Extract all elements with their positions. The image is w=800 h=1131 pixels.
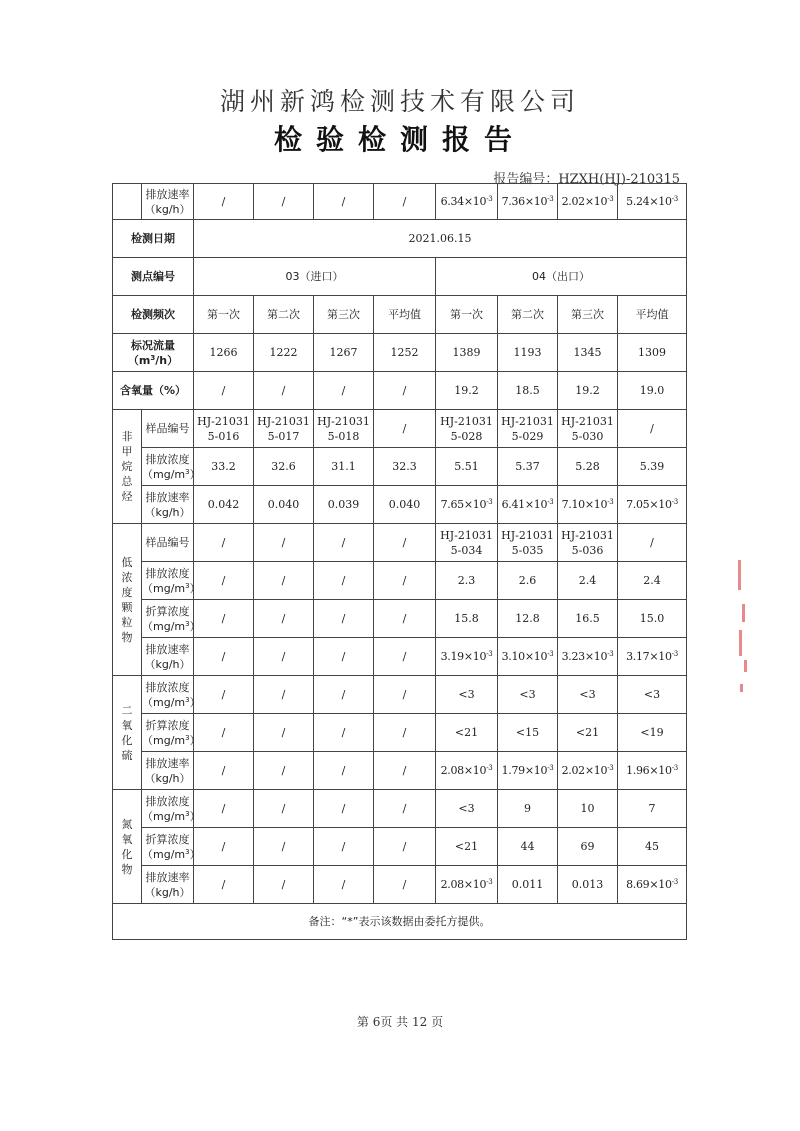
table-row: [113, 904, 687, 940]
table-row: [113, 562, 687, 600]
row-label: 样品编号: [142, 410, 194, 448]
table-row: [113, 258, 687, 296]
value-cell: 19.2: [558, 372, 618, 410]
company-name: 湖州新鸿检测技术有限公司: [219, 87, 580, 116]
value-cell: HJ-21031 5-035: [498, 524, 558, 562]
table-row: [113, 410, 687, 448]
value-cell: 5.37: [498, 448, 558, 486]
value-cell: 19.2: [436, 372, 498, 410]
value-cell: /: [314, 372, 374, 410]
value-cell: <21: [436, 714, 498, 752]
value-cell: 0.013: [558, 866, 618, 904]
value-cell: /: [374, 752, 436, 790]
value-cell: /: [254, 600, 314, 638]
value-cell: $2.02\times 10^{-3}$: [558, 184, 618, 220]
value-cell: /: [194, 372, 254, 410]
value-cell: /: [314, 184, 374, 220]
value-cell: /: [254, 676, 314, 714]
value-cell: $3.17\times 10^{-3}$: [618, 638, 687, 676]
value-cell: /: [254, 828, 314, 866]
value-cell: HJ-21031 5-016: [194, 410, 254, 448]
test-date: 2021.06.15: [194, 220, 687, 258]
value-cell: 15.8: [436, 600, 498, 638]
value-cell: 1252: [374, 334, 436, 372]
column-header: 平均值: [374, 296, 436, 334]
value-cell: /: [194, 600, 254, 638]
value-cell: $5.24\times 10^{-3}$: [618, 184, 687, 220]
value-cell: 19.0: [618, 372, 687, 410]
row-label: 样品编号: [142, 524, 194, 562]
inlet-point: 03（进口）: [194, 258, 436, 296]
value-cell: 0.011: [498, 866, 558, 904]
value-cell: $7.65\times 10^{-3}$: [436, 486, 498, 524]
value-cell: HJ-21031 5-034: [436, 524, 498, 562]
value-cell: HJ-21031 5-030: [558, 410, 618, 448]
value-cell: /: [194, 524, 254, 562]
row-label: 排放浓度 $(mg/m^3)$: [142, 448, 194, 486]
value-cell: 1389: [436, 334, 498, 372]
table-row: [113, 448, 687, 486]
value-cell: /: [374, 524, 436, 562]
value-cell: /: [374, 676, 436, 714]
value-cell: /: [314, 790, 374, 828]
value-cell: /: [374, 866, 436, 904]
row-label: 排放浓度 $(mg/m^3)$: [142, 790, 194, 828]
row-label: 含氧量（%）: [113, 372, 194, 410]
value-cell: 0.040: [254, 486, 314, 524]
pollutant-group-label: 非 甲 烷 总 烃: [113, 410, 142, 524]
report-number: 报告编号：HZXH(HJ)-210315: [493, 172, 680, 187]
value-cell: $1.79\times 10^{-3}$: [498, 752, 558, 790]
value-cell: 0.042: [194, 486, 254, 524]
row-label: 检测日期: [113, 220, 194, 258]
value-cell: 7: [618, 790, 687, 828]
value-cell: 16.5: [558, 600, 618, 638]
value-cell: 2.4: [618, 562, 687, 600]
table-row: [113, 184, 687, 220]
value-cell: /: [194, 638, 254, 676]
column-header: 第一次: [436, 296, 498, 334]
value-cell: 0.040: [374, 486, 436, 524]
outlet-point: 04（出口）: [436, 258, 687, 296]
table-row: [113, 752, 687, 790]
row-label: 排放速率 （kg/h）: [142, 486, 194, 524]
row-label: 折算浓度 $(mg/m^3)$: [142, 828, 194, 866]
value-cell: /: [374, 638, 436, 676]
column-header: 第二次: [498, 296, 558, 334]
value-cell: <3: [618, 676, 687, 714]
row-label: 排放速率 （kg/h）: [142, 638, 194, 676]
value-cell: 18.5: [498, 372, 558, 410]
value-cell: $7.10\times 10^{-3}$: [558, 486, 618, 524]
row-label: 排放速率 （kg/h）: [142, 752, 194, 790]
row-label: 排放浓度 $(mg/m^3)$: [142, 676, 194, 714]
value-cell: <21: [558, 714, 618, 752]
value-cell: 15.0: [618, 600, 687, 638]
value-cell: /: [618, 410, 687, 448]
value-cell: 32.3: [374, 448, 436, 486]
row-label: 排放浓度 $(mg/m^3)$: [142, 562, 194, 600]
value-cell: <19: [618, 714, 687, 752]
value-cell: <3: [436, 790, 498, 828]
column-header: 平均值: [618, 296, 687, 334]
value-cell: HJ-21031 5-036: [558, 524, 618, 562]
value-cell: /: [254, 714, 314, 752]
table-row: [113, 486, 687, 524]
value-cell: /: [374, 600, 436, 638]
value-cell: /: [374, 790, 436, 828]
value-cell: /: [194, 752, 254, 790]
value-cell: <3: [498, 676, 558, 714]
value-cell: 1267: [314, 334, 374, 372]
row-label: 排放速率 （kg/h）: [142, 866, 194, 904]
value-cell: HJ-21031 5-018: [314, 410, 374, 448]
value-cell: $7.05\times 10^{-3}$: [618, 486, 687, 524]
value-cell: /: [254, 562, 314, 600]
value-cell: /: [194, 562, 254, 600]
value-cell: 1266: [194, 334, 254, 372]
value-cell: 0.039: [314, 486, 374, 524]
value-cell: /: [314, 828, 374, 866]
value-cell: $8.69\times 10^{-3}$: [618, 866, 687, 904]
value-cell: $2.08\times 10^{-3}$: [436, 752, 498, 790]
blank-cell: [113, 184, 142, 220]
value-cell: /: [254, 638, 314, 676]
table-row: [113, 676, 687, 714]
value-cell: /: [314, 714, 374, 752]
value-cell: /: [314, 524, 374, 562]
pollutant-group-label: 氮 氧 化 物: [113, 790, 142, 904]
page-footer: 第 6页 共 12 页: [356, 1015, 444, 1029]
row-label: 折算浓度 $(mg/m^3)$: [142, 600, 194, 638]
value-cell: /: [314, 676, 374, 714]
value-cell: 1222: [254, 334, 314, 372]
value-cell: /: [254, 790, 314, 828]
value-cell: HJ-21031 5-017: [254, 410, 314, 448]
value-cell: /: [194, 184, 254, 220]
value-cell: 44: [498, 828, 558, 866]
value-cell: /: [314, 600, 374, 638]
value-cell: 5.28: [558, 448, 618, 486]
value-cell: /: [374, 184, 436, 220]
seal-stamp-fragment: [736, 560, 750, 700]
value-cell: /: [374, 828, 436, 866]
row-label: 排放速率 （kg/h）: [142, 184, 194, 220]
row-label: 折算浓度 $(mg/m^3)$: [142, 714, 194, 752]
value-cell: /: [194, 828, 254, 866]
value-cell: 2.3: [436, 562, 498, 600]
value-cell: /: [254, 524, 314, 562]
value-cell: $3.10\times 10^{-3}$: [498, 638, 558, 676]
value-cell: /: [314, 752, 374, 790]
value-cell: <3: [558, 676, 618, 714]
value-cell: /: [314, 866, 374, 904]
value-cell: /: [374, 714, 436, 752]
value-cell: $1.96\times 10^{-3}$: [618, 752, 687, 790]
value-cell: /: [254, 866, 314, 904]
value-cell: $7.36\times 10^{-3}$: [498, 184, 558, 220]
value-cell: HJ-21031 5-028: [436, 410, 498, 448]
table-row: [113, 296, 687, 334]
column-header: 第一次: [194, 296, 254, 334]
value-cell: 32.6: [254, 448, 314, 486]
column-header: 第三次: [314, 296, 374, 334]
table-row: [113, 600, 687, 638]
value-cell: 1193: [498, 334, 558, 372]
table-row: [113, 866, 687, 904]
value-cell: 5.51: [436, 448, 498, 486]
remarks: 备注：“*”表示该数据由委托方提供。: [113, 904, 687, 940]
value-cell: /: [374, 372, 436, 410]
table-row: [113, 524, 687, 562]
value-cell: $6.41\times 10^{-3}$: [498, 486, 558, 524]
value-cell: HJ-21031 5-029: [498, 410, 558, 448]
value-cell: /: [254, 372, 314, 410]
value-cell: 45: [618, 828, 687, 866]
value-cell: /: [194, 790, 254, 828]
value-cell: $3.19\times 10^{-3}$: [436, 638, 498, 676]
report-title: 检验检测报告: [273, 123, 526, 156]
value-cell: <21: [436, 828, 498, 866]
value-cell: $6.34\times 10^{-3}$: [436, 184, 498, 220]
value-cell: /: [618, 524, 687, 562]
value-cell: 12.8: [498, 600, 558, 638]
table-row: [113, 372, 687, 410]
value-cell: 2.6: [498, 562, 558, 600]
table-row: [113, 220, 687, 258]
value-cell: $2.08\times 10^{-3}$: [436, 866, 498, 904]
value-cell: 31.1: [314, 448, 374, 486]
pollutant-group-label: 二 氧 化 硫: [113, 676, 142, 790]
value-cell: 2.4: [558, 562, 618, 600]
value-cell: $2.02\times 10^{-3}$: [558, 752, 618, 790]
row-label: 检测频次: [113, 296, 194, 334]
value-cell: 9: [498, 790, 558, 828]
value-cell: 10: [558, 790, 618, 828]
value-cell: /: [254, 752, 314, 790]
value-cell: /: [374, 410, 436, 448]
value-cell: 5.39: [618, 448, 687, 486]
value-cell: <15: [498, 714, 558, 752]
value-cell: /: [374, 562, 436, 600]
table-row: [113, 334, 687, 372]
value-cell: <3: [436, 676, 498, 714]
row-label: 标况流量$(m^3/h)$: [113, 334, 194, 372]
row-label: 测点编号: [113, 258, 194, 296]
value-cell: /: [194, 866, 254, 904]
column-header: 第三次: [558, 296, 618, 334]
value-cell: /: [194, 714, 254, 752]
value-cell: 1345: [558, 334, 618, 372]
value-cell: /: [194, 676, 254, 714]
table-row: [113, 828, 687, 866]
table-row: [113, 714, 687, 752]
table-row: [113, 638, 687, 676]
value-cell: 33.2: [194, 448, 254, 486]
pollutant-group-label: 低 浓 度 颗 粒 物: [113, 524, 142, 676]
value-cell: /: [254, 184, 314, 220]
value-cell: 69: [558, 828, 618, 866]
table-row: [113, 790, 687, 828]
test-results-table: [112, 183, 687, 940]
value-cell: /: [314, 638, 374, 676]
value-cell: /: [314, 562, 374, 600]
value-cell: $3.23\times 10^{-3}$: [558, 638, 618, 676]
column-header: 第二次: [254, 296, 314, 334]
value-cell: 1309: [618, 334, 687, 372]
